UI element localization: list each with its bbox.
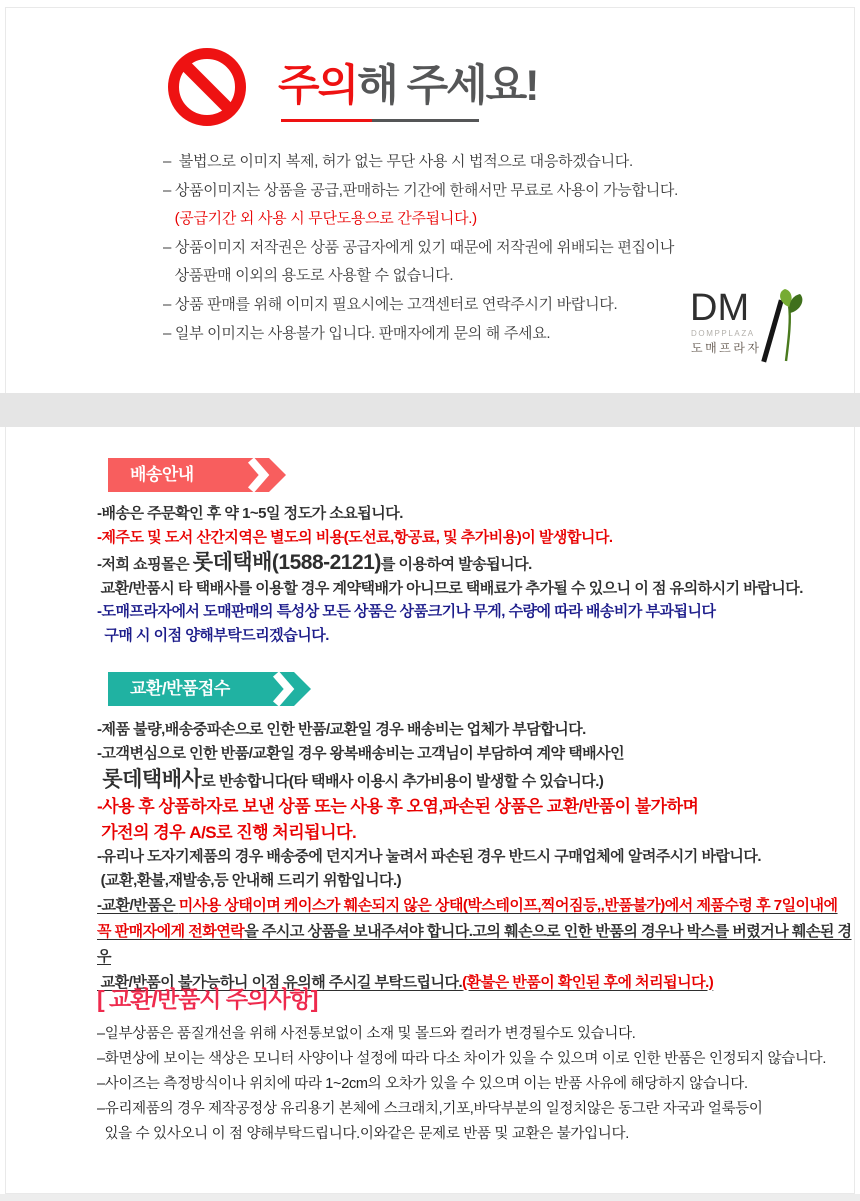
text-segment: –화면상에 보이는 색상은 모니터 사양이나 설정에 따라 다소 차이가 있을 수 있으며 이로 인한 반품은 인정되지 않습니다. — [97, 1051, 827, 1067]
dompplaza-logo — [690, 287, 830, 383]
shipping-text-block — [97, 502, 859, 647]
text-segment: -교환/반품은 — [97, 897, 179, 914]
text-line — [97, 919, 859, 970]
text-line — [163, 320, 738, 349]
text-segment: – 불법으로 이미지 복제, 허가 없는 무단 사용 시 법적으로 대응하겠습니다. — [163, 153, 633, 170]
text-line — [97, 1047, 859, 1072]
text-segment: (환불은 반품이 확인된 후에 처리됩니다.) — [462, 973, 714, 991]
logo-dm-text: DM — [690, 287, 750, 329]
text-line — [97, 502, 859, 526]
text-line — [97, 1022, 859, 1047]
text-segment: –사이즈는 측정방식이나 위치에 따라 1~2cm의 오차가 있을 수 있으며 이는 반품 사유에 해당하지 않습니다. — [97, 1076, 748, 1092]
text-segment: -제품 불량,배송중파손으로 인한 반품/교환일 경우 배송비는 업체가 부담합니다. — [97, 721, 586, 738]
chevron-right-icon — [272, 672, 296, 706]
notice-title — [278, 52, 538, 113]
text-segment: -고객변심으로 인한 반품/교환일 경우 왕복배송비는 고객님이 부담하여 계약 택배사인 — [97, 745, 625, 762]
text-line — [163, 177, 738, 206]
text-segment: 롯데택배(1588-2121) — [192, 551, 381, 574]
text-line — [97, 1097, 859, 1122]
text-line — [97, 577, 859, 601]
text-segment: 를 이용하여 발송됩니다. — [380, 556, 532, 573]
text-segment: 가전의 경우 A/S로 진행 처리됩니다. — [97, 822, 357, 842]
text-segment: 롯데택배사 — [97, 768, 202, 791]
text-segment: -도매프라자에서 도매판매의 특성상 모든 상품은 상품크기나 무게, 수량에 따라 배송비가 부과됩니다 — [97, 603, 716, 620]
text-segment: – 상품이미지 저작권은 상품 공급자에게 있기 때문에 저작권에 위배되는 편집이나 — [163, 238, 675, 256]
shipping-ribbon — [108, 458, 286, 492]
title-underline — [281, 119, 479, 122]
bottom-divider-strip — [0, 1194, 860, 1201]
text-line — [97, 549, 859, 577]
text-line — [97, 820, 859, 846]
text-line — [163, 291, 738, 320]
text-segment: -제주도 및 도서 산간지역은 별도의 비용(도선료,항공료, 및 추가비용)이 발생합니다. — [97, 528, 613, 546]
caution-heading: [ 교환/반품시 주의사항] — [97, 986, 318, 1012]
text-segment: (교환,환불,재발송,등 안내해 드리기 위함입니다.) — [97, 872, 402, 889]
text-segment: 미사용 상태이며 케이스가 훼손되지 않은 상태(박스테이프,찍어짐등,,반품불가)에서 제품수령 후 7일이내에 — [178, 897, 838, 914]
logo-korean-name: 도매프라자 — [691, 341, 762, 355]
text-segment: -사용 후 상품하자로 보낸 상품 또는 사용 후 오염,파손된 상품은 교환/반품이 불가하며 — [97, 797, 699, 816]
text-line — [97, 600, 859, 624]
prohibition-icon — [168, 48, 246, 126]
text-segment: 로 반송합니다(타 택배사 이용시 추가비용이 발생할 수 있습니다.) — [201, 773, 604, 790]
chevron-right-icon — [247, 458, 271, 492]
text-segment: 구매 시 이점 양해부탁드리겠습니다. — [97, 626, 329, 644]
text-line — [97, 869, 859, 893]
text-line — [97, 893, 859, 919]
text-line — [97, 1122, 859, 1147]
text-line — [97, 766, 859, 794]
section-divider-band — [0, 393, 860, 427]
text-segment: 꼭 판매자에게 전화연락 — [97, 922, 245, 940]
notice-title-gray: 해 주세요! — [357, 62, 538, 110]
text-segment: –유리제품의 경우 제작공정상 유리용기 본체에 스크래치,기포,바닥부분의 일정치않은 동그란 자국과 얼룩등이 — [97, 1101, 763, 1117]
text-line — [97, 742, 859, 766]
text-line — [97, 1072, 859, 1097]
text-segment: 을 주시고 상품을 보내주셔야 합니다.고의 훼손으로 인한 반품의 경우나 박스를 버렸거나 훼손된 경우 — [97, 922, 852, 965]
shipping-ribbon-label: 배송안내 — [130, 465, 194, 484]
text-line — [97, 794, 859, 820]
returns-ribbon — [108, 672, 311, 706]
text-line — [97, 845, 859, 869]
text-segment: -저희 쇼핑몰은 — [97, 556, 193, 573]
logo-subtitle: DOMPPLAZA — [691, 329, 755, 338]
text-line — [163, 262, 738, 291]
notice-title-red: 주의 — [278, 62, 358, 110]
returns-text-block — [97, 718, 859, 995]
text-segment: (공급기간 외 사용 시 무단도용으로 간주됩니다.) — [163, 210, 477, 228]
text-line — [163, 148, 738, 177]
text-segment: -배송은 주문확인 후 약 1~5일 정도가 소요됩니다. — [97, 505, 403, 522]
text-segment: 교환/반품이 불가능하니 이점 유의해 주시길 부탁드립니다. — [97, 973, 463, 991]
text-line — [97, 624, 859, 648]
text-segment: –일부상품은 품질개선을 위해 사전통보없이 소재 및 몰드와 컬러가 변경될수도 있습니다. — [97, 1026, 636, 1042]
notice-text-block — [163, 148, 738, 348]
text-line — [97, 718, 859, 742]
text-segment: 상품판매 이외의 용도로 사용할 수 없습니다. — [163, 267, 454, 285]
text-segment: – 상품이미지는 상품을 공급,판매하는 기간에 한해서만 무료로 사용이 가능합니다. — [163, 181, 678, 199]
text-line — [163, 234, 738, 263]
text-segment: – 일부 이미지는 사용불가 입니다. 판매자에게 문의 해 주세요. — [163, 324, 551, 342]
caution-text-block — [97, 1022, 859, 1147]
returns-ribbon-label: 교환/반품접수 — [130, 679, 230, 698]
text-segment: – 상품 판매를 위해 이미지 필요시에는 고객센터로 연락주시기 바랍니다. — [163, 295, 618, 313]
text-line — [97, 526, 859, 550]
text-segment: -유리나 도자기제품의 경우 배송중에 던지거나 눌려서 파손된 경우 반드시 구매업체에 알려주시기 바랍니다. — [97, 848, 762, 865]
text-segment: 교환/반품시 타 택배사를 이용할 경우 계약택배가 아니므로 택배료가 추가될 수 있으니 이 점 유의하시기 바랍니다. — [97, 579, 803, 597]
text-segment: 있을 수 있사오니 이 점 양해부탁드립니다.이와같은 문제로 반품 및 교환은 불가입니다. — [97, 1126, 629, 1142]
sprout-icon — [774, 289, 810, 363]
text-line — [163, 205, 738, 234]
